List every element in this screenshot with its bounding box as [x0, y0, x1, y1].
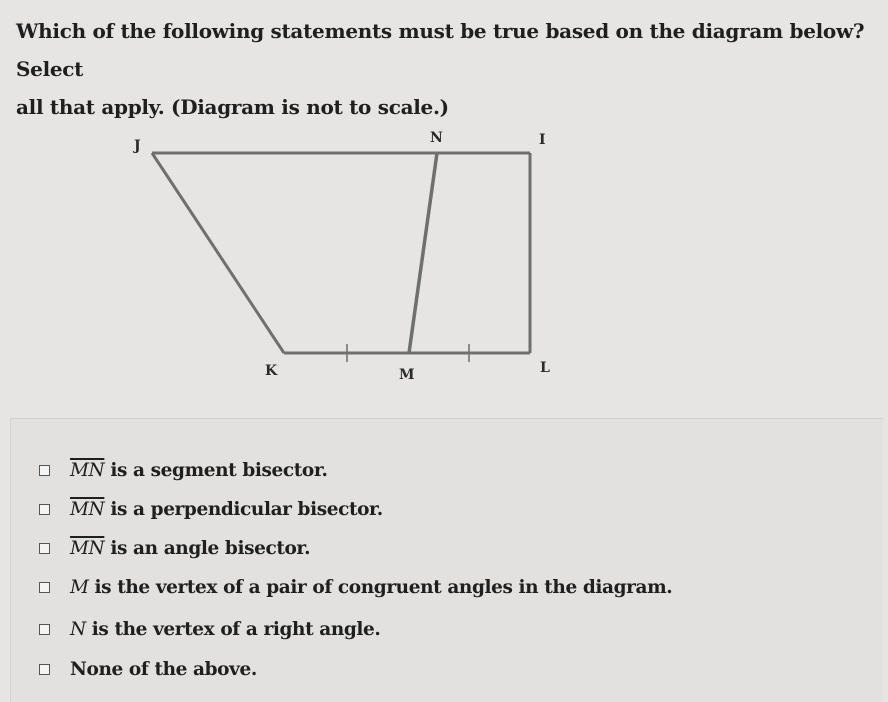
checkbox[interactable]	[39, 465, 50, 476]
segment-symbol: $\overline{MN}$	[70, 537, 105, 559]
option-m-vertex-congruent-angles[interactable]	[39, 572, 672, 602]
checkbox[interactable]	[39, 582, 50, 593]
option-text: is the vertex of a right angle.	[91, 618, 381, 640]
question-line-2: all that apply. (Diagram is not to scale.)	[16, 95, 449, 119]
geometry-diagram	[0, 115, 888, 415]
checkbox[interactable]	[39, 504, 50, 515]
segment-symbol: $\overline{MN}$	[70, 459, 105, 481]
option-text: is the vertex of a pair of congruent angles in the diagram.	[94, 576, 673, 598]
point-label-K: K	[265, 363, 278, 379]
point-label-N: N	[430, 130, 443, 146]
question-prompt	[16, 12, 866, 126]
option-label	[70, 577, 672, 598]
option-none-of-the-above[interactable]	[39, 654, 257, 684]
point-symbol: N	[70, 618, 86, 640]
point-symbol: M	[70, 576, 89, 598]
option-text: is a segment bisector.	[110, 459, 328, 481]
option-text: is a perpendicular bisector.	[110, 498, 383, 520]
option-angle-bisector[interactable]	[39, 533, 310, 563]
option-text: is an angle bisector.	[110, 537, 311, 559]
checkbox[interactable]	[39, 543, 50, 554]
point-label-I: I	[539, 132, 546, 148]
option-label	[70, 659, 257, 680]
option-label	[70, 538, 310, 559]
answer-options-panel	[10, 418, 883, 702]
checkbox[interactable]	[39, 664, 50, 675]
option-perpendicular-bisector[interactable]	[39, 494, 383, 524]
point-label-M: M	[399, 367, 415, 383]
segment-symbol: $\overline{MN}$	[70, 498, 105, 520]
option-label	[70, 619, 380, 640]
segment-JK	[152, 153, 284, 353]
checkbox[interactable]	[39, 624, 50, 635]
point-label-J: J	[134, 138, 141, 154]
option-label	[70, 460, 328, 481]
option-text: None of the above.	[70, 658, 257, 680]
option-segment-bisector[interactable]	[39, 455, 328, 485]
option-n-vertex-right-angle[interactable]	[39, 614, 380, 644]
question-line-1: Which of the following statements must be true based on the diagram below? Select	[16, 19, 865, 81]
segment-MN	[409, 153, 437, 353]
option-label	[70, 499, 383, 520]
point-label-L: L	[540, 360, 550, 376]
